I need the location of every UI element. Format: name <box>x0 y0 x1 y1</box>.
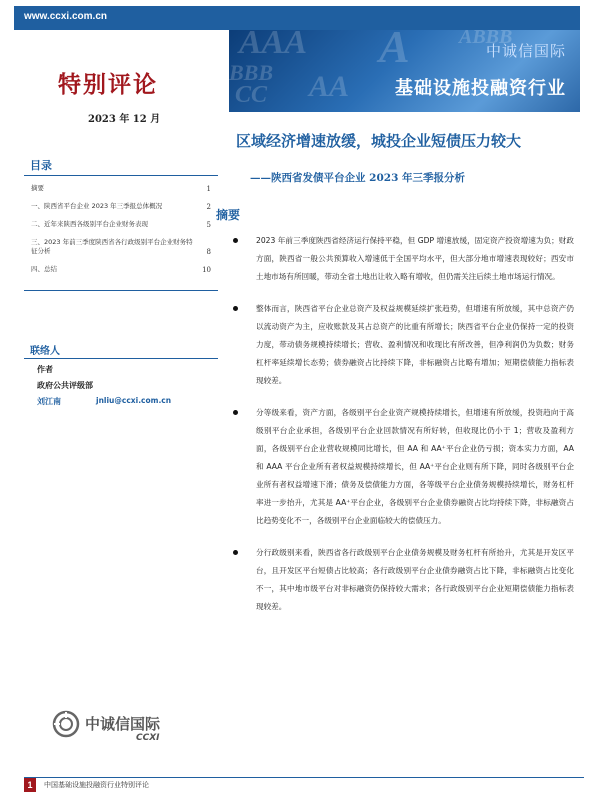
banner-brand: 中诚信国际 <box>485 43 566 60</box>
toc-item-page: 2 <box>206 203 211 211</box>
banner-bg-letters: AAA <box>239 30 308 61</box>
logo-mark-icon <box>52 710 80 738</box>
toc-item[interactable] <box>31 220 211 229</box>
toc-divider <box>24 175 218 176</box>
contact-divider <box>24 358 218 359</box>
toc-item[interactable] <box>31 202 211 211</box>
abstract-bullet: 分行政级别来看，陕西省各行政级别平台企业债务规模及财务杠杆有所抬升，尤其是开发区平台，且开发区平台短债占比较高；各行政级别平台企业债券融资占比下降，非标融资占比变化不一，其中地市级平台对非标融资仍保持较大需求；各行政级别平台企业短期偿债能力指标表现较差。 <box>230 544 574 616</box>
banner-bg-letters: AA <box>309 70 350 103</box>
author-department: 政府公共评级部 <box>37 381 93 390</box>
header-banner <box>229 30 580 112</box>
abstract-bullet: 2023 年前三季度陕西省经济运行保持平稳，但 GDP 增速放缓，固定资产投资增速为负；财政方面，陕西省一般公共预算收入增速低于全国平均水平，但大部分地市增速表现较好；西安市土地市场有所回暖，带动全省土地出让收入略有增收，但仍需关注后续土地市场运行情况。 <box>230 232 574 286</box>
abstract-bullet: 分等级来看，资产方面，各级别平台企业资产规模持续增长，但增速有所放缓，投资趋向于高级别平台企业承担，各级别平台企业回款情况有所好转，但收现比仍小于 1；营收及盈利方面，各级别平台企业营收规模同比增长，但 AA 和 AA⁺平台企业仍亏损；资本实力方面，AA 和 AAA 平台企业所有者权益规模持续增长，但 AA⁺平台企业则有所下降，同时各级别平台企业所有者权益增速下滑；债务及偿债能力方面，各等级平台企业债务规模持续增长，财务杠杆率进一步抬升，尤其是 AA⁺平台企业，各级别平台企业债券融资占比均持续下降，非标融资占比趋势变化不一，各级别平台企业面临较大的偿债压力。 <box>230 404 574 530</box>
toc-item-page: 1 <box>206 185 211 193</box>
toc-item[interactable] <box>31 265 211 274</box>
author-email[interactable]: jnliu@ccxi.com.cn <box>96 396 172 405</box>
footer-divider <box>24 777 584 778</box>
toc-item-label: 四、总结 <box>31 265 57 273</box>
toc-item[interactable] <box>31 184 211 193</box>
toc-item-page: 8 <box>206 248 211 256</box>
toc-item-label: 一、陕西省平台企业 2023 年三季报总体概况 <box>31 202 163 210</box>
report-type: 特别评论 <box>58 71 158 98</box>
toc-item-page: 5 <box>206 221 211 229</box>
toc-bottom-divider <box>24 290 218 291</box>
toc-item-page: 10 <box>202 266 211 274</box>
company-logo <box>52 707 172 752</box>
banner-bg-letters: ABBB <box>459 30 513 48</box>
banner-sector: 基础设施投融资行业 <box>395 78 566 98</box>
author-name: 刘江南 <box>37 397 61 406</box>
page-title: 区域经济增速放缓，城投企业短债压力较大 <box>236 132 522 150</box>
banner-bg-letters: A <box>379 30 410 72</box>
toc-heading: 目录 <box>30 159 52 172</box>
toc-item[interactable] <box>31 238 211 256</box>
top-bar <box>14 6 580 30</box>
banner-bg-letters: CC <box>235 82 268 108</box>
toc-list <box>31 184 211 283</box>
site-url[interactable]: www.ccxi.com.cn <box>24 11 107 22</box>
page-subtitle: ——陕西省发债平台企业 2023 年三季报分析 <box>250 172 466 184</box>
author-label: 作者 <box>37 365 53 374</box>
abstract-list <box>230 232 574 630</box>
logo-text-cn: 中诚信国际 <box>85 715 161 733</box>
toc-item-label: 二、近年来陕西各级别平台企业财务表现 <box>31 220 148 228</box>
page-number: 1 <box>24 778 36 792</box>
footer-text: 中国基础设施投融资行业特别评论 <box>44 781 149 789</box>
report-date: 2023 年 12 月 <box>88 114 161 125</box>
abstract-bullet: 整体而言，陕西省平台企业总资产及权益规模延续扩张趋势，但增速有所放缓，其中总资产仍以流动资产为主，应收账款及其占总资产的比重有所增长；陕西省平台企业仍保持一定的投资力度，带动债务规模持续增长；营收、盈利情况和收现比有所改善，但净利润仍为负数；财务杠杆率延续增长态势；债券融资占比持续下降，非标融资占比略有增加；短期偿债能力指标表现较差。 <box>230 300 574 390</box>
toc-item-label: 三、2023 年前三季度陕西省各行政级别平台企业财务特征分析 <box>31 238 193 255</box>
contact-heading: 联络人 <box>30 346 60 357</box>
toc-item-label: 摘要 <box>31 184 44 192</box>
banner-bg-letters: BBB <box>229 60 274 85</box>
abstract-heading: 摘要 <box>216 208 241 222</box>
logo-text-en: CCXI <box>136 733 160 743</box>
